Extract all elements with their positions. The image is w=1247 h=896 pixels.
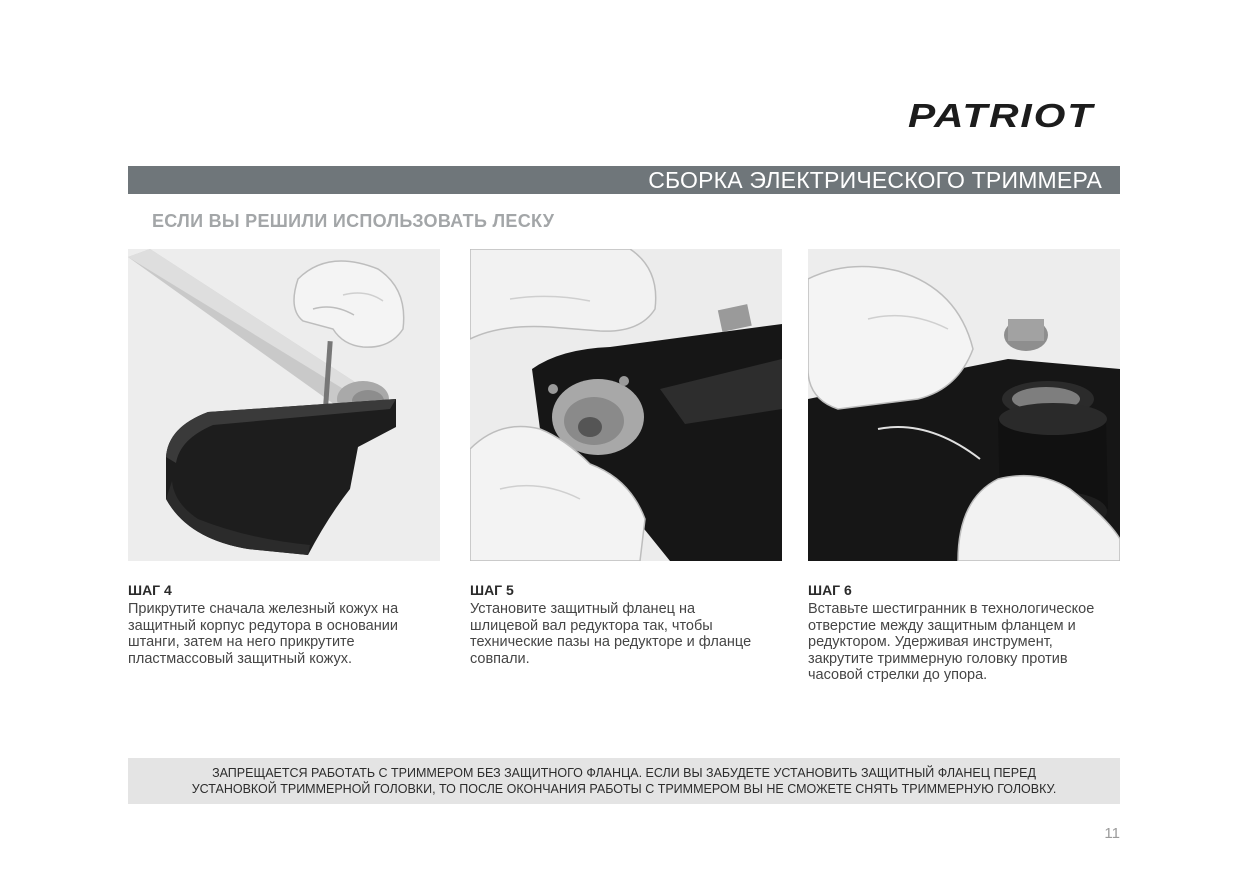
- step-4: [128, 582, 448, 667]
- step-4-photo: [128, 249, 440, 561]
- page-number: 11: [1104, 825, 1120, 842]
- section-heading: ЕСЛИ ВЫ РЕШИЛИ ИСПОЛЬЗОВАТЬ ЛЕСКУ: [152, 211, 555, 231]
- step-5: [470, 582, 790, 667]
- step-6: [808, 582, 1128, 684]
- step-6-label: ШАГ 6: [808, 582, 852, 598]
- step-4-label: ШАГ 4: [128, 582, 172, 598]
- title-bar: [128, 166, 1120, 194]
- page-title: СБОРКА ЭЛЕКТРИЧЕСКОГО ТРИММЕРА: [648, 167, 1102, 193]
- step-5-text: Установите защитный фланец на шлицевой вал редуктора так, чтобы технические пазы на редукторе и фланце совпали.: [470, 601, 752, 667]
- step-5-photo: [470, 249, 782, 561]
- warning-line-1: ЗАПРЕЩАЕТСЯ РАБОТАТЬ С ТРИММЕРОМ БЕЗ ЗАЩИТНОГО ФЛАНЦА. ЕСЛИ ВЫ ЗАБУДЕТЕ УСТАНОВИТЬ ЗАЩИТНЫЙ ФЛАНЕЦ ПЕРЕД: [212, 766, 1036, 780]
- flange-install-photo-icon: [470, 249, 782, 561]
- patriot-logo-icon: [906, 96, 1096, 136]
- step-6-photo: [808, 249, 1120, 561]
- brand-logo: [906, 96, 1096, 136]
- trimmer-head-install-photo-icon: [808, 249, 1120, 561]
- step-5-label: ШАГ 5: [470, 582, 514, 598]
- guard-install-photo-icon: [128, 249, 440, 561]
- step-6-text: Вставьте шестигранник в технологическое отверстие между защитным фланцем и редуктором. Удерживая инструмент, закрутите триммерную головку против часовой стрелки до упора.: [808, 601, 1095, 683]
- svg-text:PATRIOT: PATRIOT: [908, 97, 1096, 134]
- step-4-text: Прикрутите сначала железный кожух на защитный корпус редутора в основании штанги, затем на него прикрутите пластмассовый защитный кожух.: [128, 601, 399, 667]
- warning-line-2: УСТАНОВКОЙ ТРИММЕРНОЙ ГОЛОВКИ, ТО ПОСЛЕ ОКОНЧАНИЯ РАБОТЫ С ТРИММЕРОМ ВЫ НЕ СМОЖЕТЕ СНЯТЬ ТРИММЕРНУЮ ГОЛОВКУ.: [191, 782, 1057, 796]
- warning-box: [128, 758, 1120, 804]
